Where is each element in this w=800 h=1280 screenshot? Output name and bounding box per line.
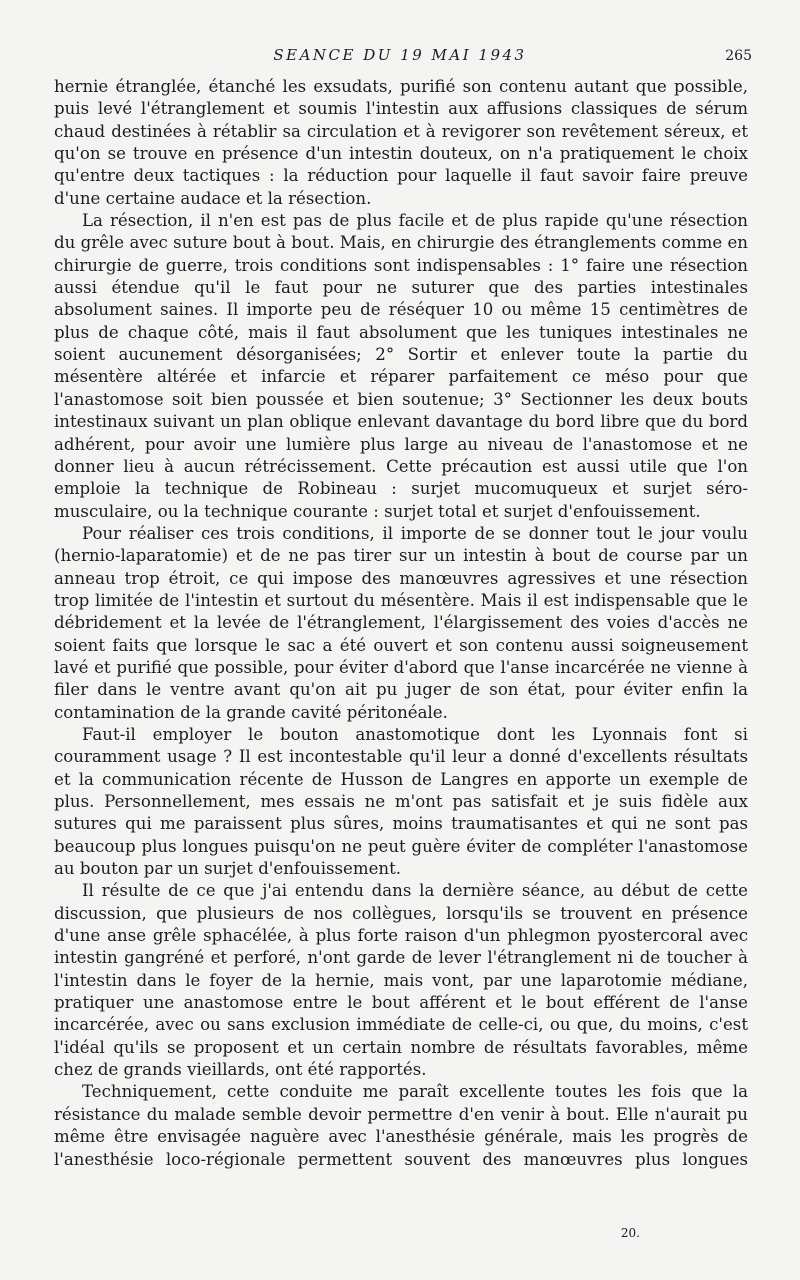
- running-title: SEANCE DU 19 MAI 1943: [273, 46, 527, 64]
- paragraph-1: hernie étranglée, étanché les exsudats, purifié son contenu autant que possible, puis levé l'étranglement et soumis l'intestin aux affusions classiques de sérum chaud destinées à rétablir sa circulation et à revigorer son revêtement séreux, et qu'on se trouve en présence d'un intestin douteux, on n'a pratiquement le choix qu'entre deux tactiques : la réduction pour laquelle il faut savoir faire preuve d'une certaine audace et la résection.: [54, 77, 748, 208]
- signature-mark: 20.: [620, 1226, 640, 1240]
- paragraph-5: Il résulte de ce que j'ai entendu dans la dernière séance, au début de cette discussion, que plusieurs de nos collègues, lorsqu'ils se trouvent en présence d'une anse grêle sphacélée, à plus forte raison d'un phlegmon pyostercoral avec intestin gangréné et perforé, n'ont garde de lever l'étranglement ni de toucher à l'intestin dans le foyer de la hernie, mais vont, par une laparotomie médiane, pratiquer une anastomose entre le bout afférent et le bout efférent de l'anse incarcérée, avec ou sans exclusion immédiate de celle-ci, ou que, du moins, c'est l'idéal qu'ils se proposent et un certain nombre de résultats favorables, même chez de grands vieillards, ont été rapportés.: [54, 881, 748, 1080]
- page-header: [0, 44, 800, 68]
- page-number: 265: [725, 48, 752, 64]
- body-text: [54, 76, 748, 1171]
- paragraph-3: Pour réaliser ces trois conditions, il importe de se donner tout le jour voulu (hernio-laparatomie) et de ne pas tirer sur un intestin à bout de course par un anneau trop étroit, ce qui impose des manœuvres agressives et une résection trop limitée de l'intestin et surtout du mésentère. Mais il est indispensable que le débridement et la levée de l'étranglement, l'élargissement des voies d'accès ne soient faits que lorsque le sac a été ouvert et son contenu aussi soigneusement lavé et purifié que possible, pour éviter d'abord que l'anse incarcérée ne vienne à filer dans le ventre avant qu'on ait pu juger de son état, pour éviter enfin la contamination de la grande cavité péritonéale.: [54, 523, 748, 722]
- paragraph-6: Techniquement, cette conduite me paraît excellente toutes les fois que la résistance du malade semble devoir permettre d'en venir à bout. Elle n'aurait pu même être envisagée naguère avec l'anesthésie générale, mais les progrès de l'anesthésie loco-régionale permettent souvent des manœuvres plus longues: [54, 1082, 748, 1169]
- paragraph-4: Faut-il employer le bouton anastomotique dont les Lyonnais font si couramment usage ? Il est incontestable qu'il leur a donné d'excellents résultats et la communication récente de Husson de Langres en apporte un exemple de plus. Personnellement, mes essais ne m'ont pas satisfait et je suis fidèle aux sutures qui me paraissent plus sûres, moins traumatisantes et qui ne sont pas beaucoup plus longues puisqu'on ne peut guère éviter de compléter l'anastomose au bouton par un surjet d'enfouissement.: [54, 724, 748, 879]
- paragraph-2: La résection, il n'en est pas de plus facile et de plus rapide qu'une résection du grêle avec suture bout à bout. Mais, en chirurgie des étranglements comme en chirurgie de guerre, trois conditions sont indispensables : 1° faire une résection aussi étendue qu'il le faut pour ne suturer que des parties intestinales absolument saines. Il importe peu de réséquer 10 ou même 15 centimètres de plus de chaque côté, mais il faut absolument que les tuniques intestinales ne soient aucunement désorganisées; 2° Sortir et enlever toute la partie du mésentère altérée et infarcie et réparer parfaitement ce méso pour que l'anastomose soit bien poussée et bien soutenue; 3° Sectionner les deux bouts intestinaux suivant un plan oblique enlevant davantage du bord libre que du bord adhérent, pour avoir une lumière plus large au niveau de l'anastomose et ne donner lieu à aucun rétrécissement. Cette précaution est aussi utile que l'on emploie la technique de Robineau : surjet mucomuqueux et surjet séro-musculaire, ou la technique courante : surjet total et surjet d'enfouissement.: [54, 211, 748, 521]
